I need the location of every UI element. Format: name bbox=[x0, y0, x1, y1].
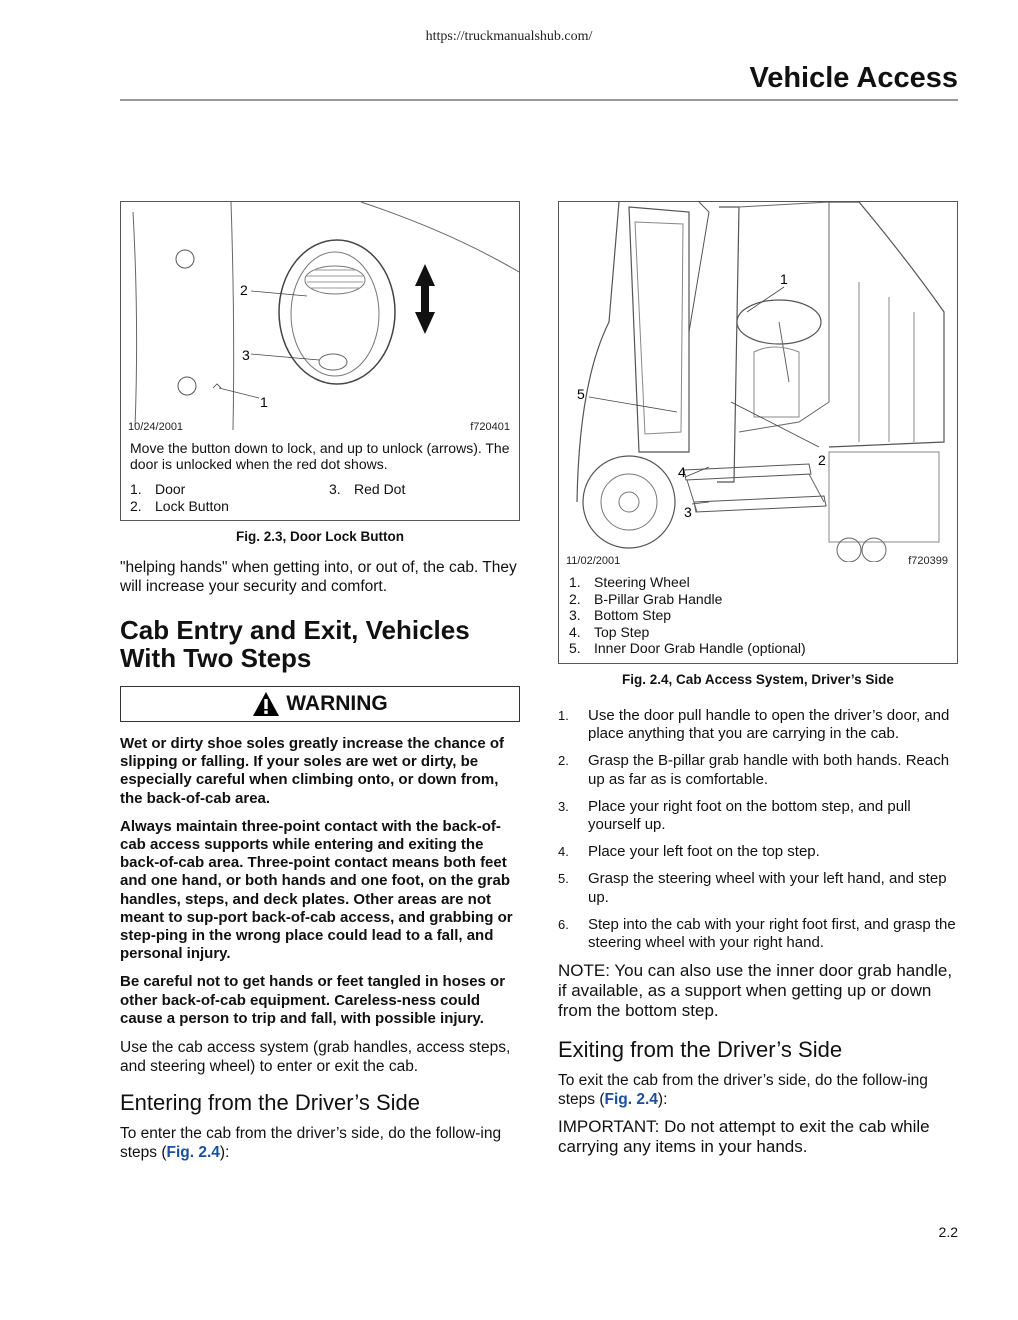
entering-intro: To enter the cab from the driver’s side, do the follow-ing steps (Fig. 2.4): bbox=[120, 1125, 502, 1162]
callout-5: 5 bbox=[577, 386, 585, 402]
callout-3: 3 bbox=[242, 347, 250, 363]
figure-date: 10/24/2001 bbox=[128, 421, 184, 433]
subheading-entering: Entering from the Driver’s Side bbox=[120, 1090, 420, 1116]
cab-access-illustration bbox=[559, 202, 957, 562]
legend-item: 2. B-Pillar Grab Handle bbox=[569, 590, 723, 607]
note-paragraph: NOTE: You can also use the inner door grab handle, if available, as a support when getting up or down from the bottom step. bbox=[558, 961, 953, 1021]
figure-legend bbox=[569, 574, 806, 657]
legend-item: 4. Top Step bbox=[569, 623, 650, 640]
exiting-intro: To exit the cab from the driver’s side, do the follow-ing steps (Fig. 2.4): bbox=[558, 1072, 928, 1109]
warning-banner bbox=[120, 686, 520, 722]
figure-caption-text: Move the button down to lock, and up to unlock (arrows). The door is unlocked when the red dot shows. bbox=[130, 440, 510, 472]
header-divider bbox=[120, 99, 958, 101]
legend-item: 3. Bottom Step bbox=[569, 607, 672, 623]
legend-item: 2. Lock Button bbox=[130, 497, 229, 514]
entry-steps-list bbox=[558, 707, 958, 952]
list-item: 1. Use the door pull handle to open the driver’s door, and place anything that you are carrying in the cab. bbox=[558, 707, 950, 743]
important-paragraph: IMPORTANT: Do not attempt to exit the cab while carrying any items in your hands. bbox=[558, 1117, 930, 1157]
figure-date: 11/02/2001 bbox=[566, 555, 621, 567]
list-item: 6. Step into the cab with your right foot first, and grasp the steering wheel with your right hand. bbox=[558, 915, 956, 952]
warning-paragraph: Always maintain three-point contact with the back-of-cab access supports while entering and exiting the back-of-cab area. Three-point contact means both feet and one hand, or both hands and one foot, on the grab handles, steps, and deck plates. Other areas are not meant to sup-port back-of-cab access, and grabbing or step-ping in the wrong place could lead to a fall, and personal injury. bbox=[120, 817, 513, 963]
figure-code: f720401 bbox=[470, 421, 510, 433]
figure-link[interactable]: Fig. 2.4 bbox=[604, 1091, 658, 1109]
figure-title: Fig. 2.3, Door Lock Button bbox=[236, 529, 404, 544]
legend-item: 1. Door bbox=[130, 481, 186, 497]
legend-item: 3. Red Dot bbox=[329, 481, 406, 497]
figure-code: f720399 bbox=[908, 555, 948, 567]
warning-label: WARNING bbox=[286, 692, 388, 715]
left-column bbox=[120, 201, 520, 1162]
callout-2: 2 bbox=[818, 452, 826, 468]
source-url[interactable]: https://truckmanualshub.com/ bbox=[425, 29, 593, 44]
figure-door-lock-button bbox=[120, 201, 520, 521]
list-item: 2. Grasp the B-pillar grab handle with both hands. Reach up as far as is comfortable. bbox=[558, 752, 950, 788]
door-lock-illustration bbox=[121, 202, 519, 432]
callout-3: 3 bbox=[684, 504, 692, 520]
list-item: 4. Place your left foot on the top step. bbox=[558, 843, 820, 861]
list-item: 5. Grasp the steering wheel with your left hand, and step up. bbox=[558, 870, 947, 906]
section-heading: Cab Entry and Exit, Vehicles With Two Steps bbox=[120, 615, 470, 673]
callout-2: 2 bbox=[240, 282, 248, 298]
figure-legend-col2 bbox=[329, 481, 405, 498]
intro-paragraph: "helping hands" when getting into, or out of, the cab. They will increase your security and comfort. bbox=[120, 559, 517, 595]
callout-4: 4 bbox=[678, 464, 686, 480]
callout-1: 1 bbox=[780, 271, 788, 287]
list-item: 3. Place your right foot on the bottom step, and pull yourself up. bbox=[558, 797, 911, 834]
warning-paragraph: Wet or dirty shoe soles greatly increase the chance of slipping or falling. If your soles are wet or dirty, be especially careful when climbing onto, or down from, the back-of-cab area. bbox=[120, 735, 505, 807]
figure-cab-access-system bbox=[558, 201, 958, 664]
body-paragraph: Use the cab access system (grab handles, access steps, and steering wheel) to enter or exit the cab. bbox=[120, 1039, 511, 1076]
callout-1: 1 bbox=[260, 394, 268, 410]
legend-item: 5. Inner Door Grab Handle (optional) bbox=[569, 640, 806, 656]
legend-item: 1. Steering Wheel bbox=[569, 574, 690, 590]
figure-link[interactable]: Fig. 2.4 bbox=[166, 1144, 220, 1162]
warning-paragraph: Be careful not to get hands or feet tangled in hoses or other back-of-cab equipment. Careless-ness could cause a person to trip and fall, with possible injury. bbox=[120, 973, 506, 1027]
figure-legend-col1 bbox=[130, 481, 229, 514]
right-column bbox=[558, 201, 958, 1157]
figure-title: Fig. 2.4, Cab Access System, Driver’s Side bbox=[622, 672, 894, 687]
page-number: 2.2 bbox=[938, 1224, 958, 1240]
section-title: Vehicle Access bbox=[749, 62, 958, 94]
subheading-exiting: Exiting from the Driver’s Side bbox=[558, 1037, 843, 1063]
warning-triangle-icon bbox=[252, 691, 280, 717]
